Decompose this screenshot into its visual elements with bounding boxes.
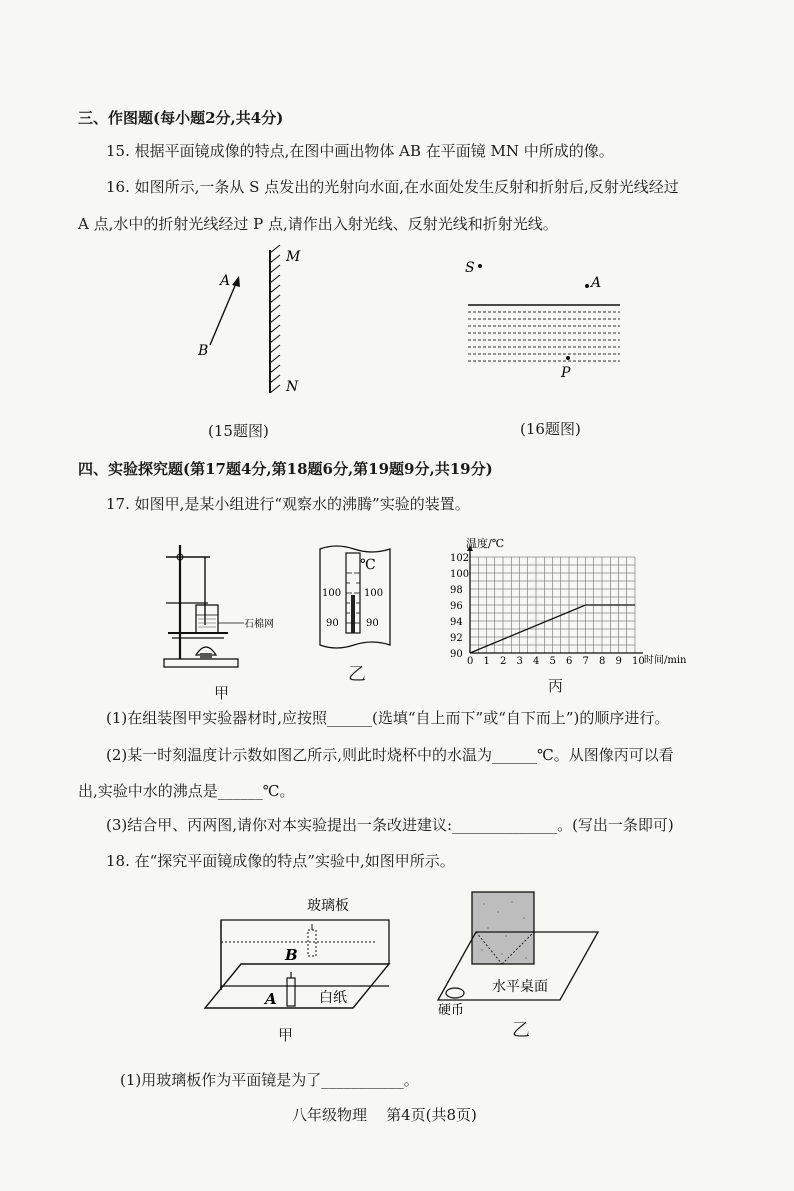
fig15-label-b: B bbox=[198, 343, 209, 359]
fig17-yi-label: 乙 bbox=[348, 664, 366, 685]
page-footer: 八年级物理 第4页(共8页) bbox=[292, 1106, 477, 1124]
glass-plate-label: 玻璃板 bbox=[307, 898, 349, 914]
section3-title: 三、作图题(每小题2分,共4分) bbox=[78, 109, 284, 127]
chart-x-tick: 1 bbox=[483, 656, 490, 667]
chart-y-tick: 98 bbox=[450, 585, 463, 596]
fig18-jia-diagram bbox=[205, 890, 395, 1030]
thermo-100-right: 100 bbox=[364, 588, 384, 599]
chart-x-tick: 4 bbox=[533, 656, 540, 667]
chart-x-tick: 6 bbox=[566, 656, 573, 667]
fig17-jia-label: 甲 bbox=[214, 684, 230, 702]
fig18-yi-label: 乙 bbox=[512, 1020, 530, 1041]
q15-text: 15. 根据平面镜成像的特点,在图中画出物体 AB 在平面镜 MN 中所成的像。 bbox=[106, 142, 614, 160]
fig16-diagram bbox=[460, 255, 630, 380]
chart-y-tick: 96 bbox=[450, 601, 463, 612]
section4-title: 四、实验探究题(第17题4分,第18题6分,第19题9分,共19分) bbox=[78, 460, 493, 478]
arrow-ab bbox=[210, 281, 237, 345]
fig17-bing-label: 丙 bbox=[548, 677, 564, 695]
thermo-100-left: 100 bbox=[322, 588, 342, 599]
fig15-caption: (15题图) bbox=[208, 422, 269, 440]
fig18-yi-diagram bbox=[432, 888, 607, 1018]
asbestos-label: 石棉网 bbox=[244, 619, 274, 630]
fig17-apparatus bbox=[158, 535, 288, 685]
q17-text: 17. 如图甲,是某小组进行“观察水的沸腾”实验的装置。 bbox=[106, 495, 470, 513]
fig16-label-p: P bbox=[561, 365, 571, 381]
fig17-chart bbox=[426, 536, 706, 676]
candle-b-label: B bbox=[285, 946, 298, 964]
chart-xlabel: 时间/min bbox=[644, 655, 687, 666]
chart-x-tick: 0 bbox=[467, 656, 474, 667]
candle-a-label: A bbox=[265, 990, 277, 1008]
q18-part1: (1)用玻璃板作为平面镜是为了___________。 bbox=[120, 1071, 419, 1089]
q18-text: 18. 在“探究平面镜成像的特点”实验中,如图甲所示。 bbox=[106, 852, 455, 870]
fig16-label-a: A bbox=[591, 275, 602, 291]
chart-ylabel: 温度/℃ bbox=[466, 537, 505, 550]
fig17-thermometer bbox=[316, 543, 394, 653]
chart-y-tick: 100 bbox=[450, 569, 470, 580]
table-label: 水平桌面 bbox=[492, 979, 548, 995]
thermo-90-left: 90 bbox=[326, 618, 339, 629]
q17-part3: (3)结合甲、丙两图,请你对本实验提出一条改进建议:______________。(写出一条即可) bbox=[106, 816, 674, 834]
q17-part1: (1)在组装图甲实验器材时,应按照______(选填“自上而下”或“自下而上”)的顺序进行。 bbox=[106, 709, 670, 727]
fig15-diagram bbox=[190, 245, 330, 405]
q17-part2-line1: (2)某一时刻温度计示数如图乙所示,则此时烧杯中的水温为______℃。从图像丙可以看 bbox=[106, 746, 674, 764]
chart-x-tick: 10 bbox=[632, 656, 645, 667]
chart-y-tick: 102 bbox=[450, 553, 470, 564]
fig18-jia-label: 甲 bbox=[278, 1026, 294, 1044]
fig15-label-a: A bbox=[220, 273, 231, 289]
q16-text-line2: A 点,水中的折射光线经过 P 点,请作出入射光线、反射光线和折射光线。 bbox=[78, 215, 558, 233]
fig15-label-n: N bbox=[286, 379, 299, 395]
thermo-unit: ℃ bbox=[360, 557, 376, 573]
chart-x-tick: 9 bbox=[615, 656, 622, 667]
chart-y-tick: 94 bbox=[450, 617, 463, 628]
chart-x-tick: 5 bbox=[549, 656, 556, 667]
chart-y-tick: 92 bbox=[450, 633, 463, 644]
q16-text-line1: 16. 如图所示,一条从 S 点发出的光射向水面,在水面处发生反射和折射后,反射光线经过 bbox=[106, 178, 679, 196]
chart-y-tick: 90 bbox=[450, 649, 463, 660]
fig16-caption: (16题图) bbox=[520, 420, 581, 438]
chart-x-tick: 7 bbox=[582, 656, 589, 667]
thermo-90-right: 90 bbox=[366, 618, 379, 629]
white-paper-label: 白纸 bbox=[319, 990, 347, 1006]
chart-x-tick: 3 bbox=[516, 656, 523, 667]
fig16-label-s: S bbox=[465, 260, 475, 276]
chart-x-tick: 2 bbox=[500, 656, 507, 667]
chart-x-tick: 8 bbox=[599, 656, 606, 667]
coin-label: 硬币 bbox=[438, 1003, 465, 1018]
q17-part2-line2: 出,实验中水的沸点是______℃。 bbox=[78, 782, 295, 800]
fig15-label-m: M bbox=[286, 249, 301, 265]
